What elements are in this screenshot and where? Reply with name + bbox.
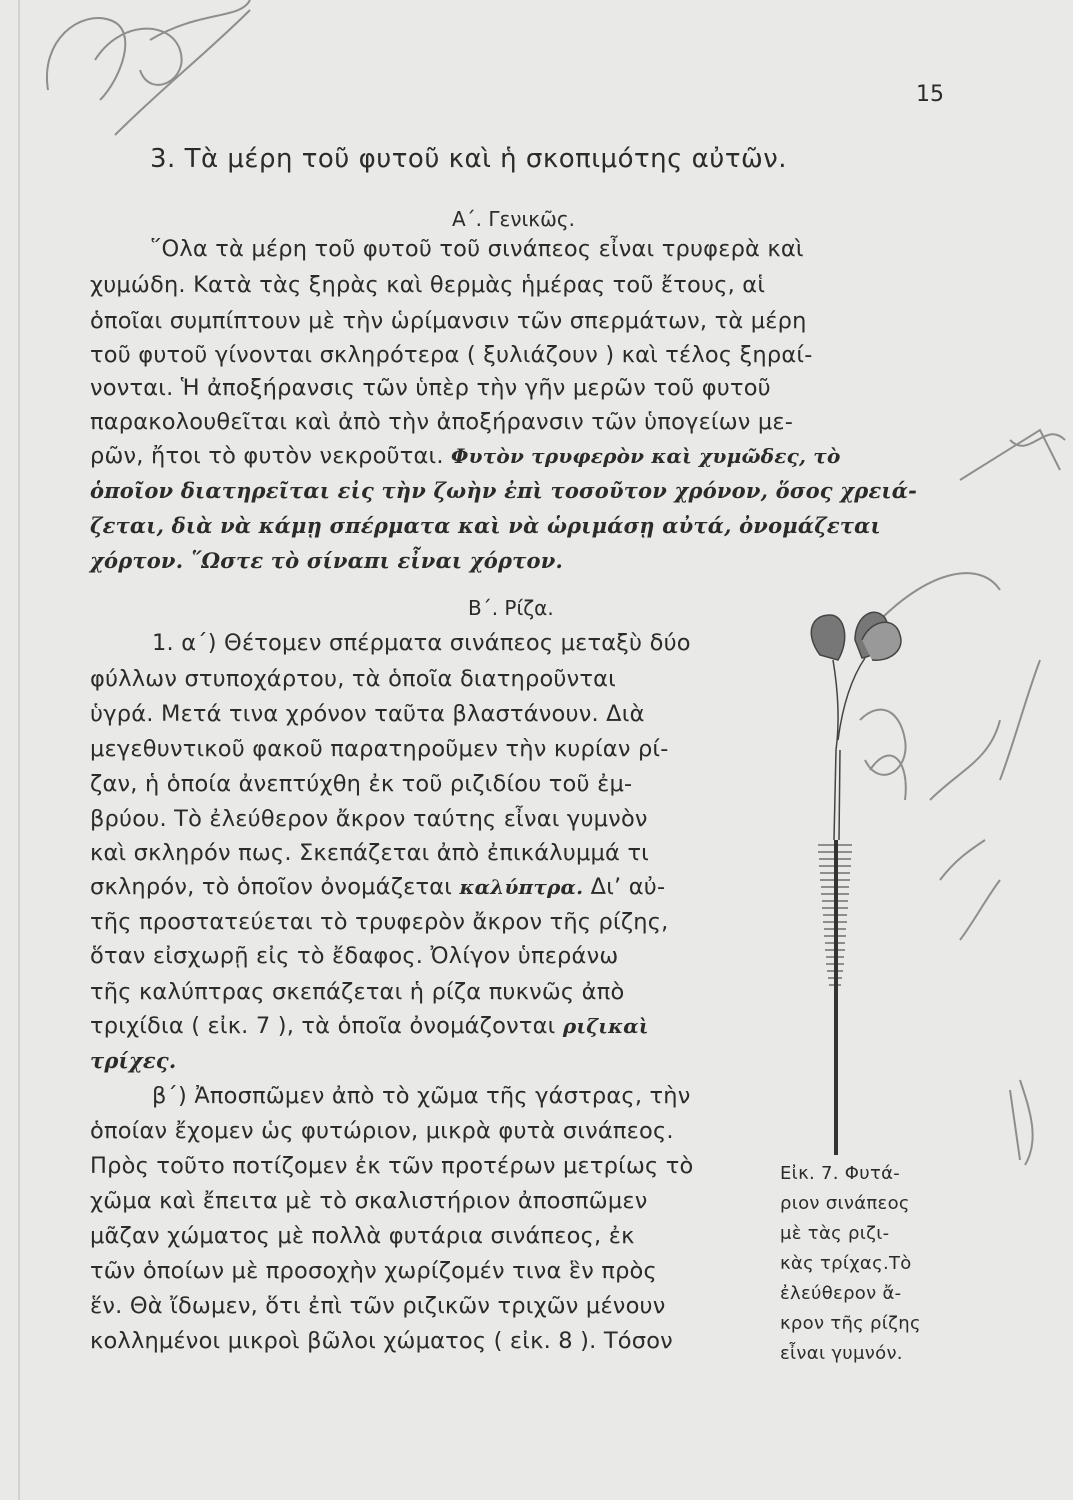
figure-caption-line: ἐλεύθερον ἄ-	[780, 1283, 902, 1304]
figure-caption-line: μὲ τὰς ριζι-	[780, 1223, 890, 1244]
body-line: φύλλων στυποχάρτου, τὰ ὁποῖα διατηροῦνται	[90, 666, 616, 692]
body-line: νονται. Ἡ ἀποξήρανσις τῶν ὑπὲρ τὴν γῆν μερῶν τοῦ φυτοῦ	[90, 375, 771, 401]
figure-caption-line: κὰς τρίχας.Τὸ	[780, 1253, 912, 1274]
body-line: παρακολουθεῖται καὶ ἀπὸ τὴν ἀποξήρανσιν τῶν ὑπογείων με-	[90, 409, 794, 435]
body-text: τριχίδια ( εἰκ. 7 ), τὰ ὁποῖα ὀνομάζονται	[90, 1013, 563, 1039]
body-line: μεγεθυντικοῦ φακοῦ παρατηροῦμεν τὴν κυρίαν ρί-	[90, 736, 669, 762]
figure-caption-line: ριον σινάπεος	[780, 1193, 910, 1214]
body-line: Πρὸς τοῦτο ποτίζομεν ἐκ τῶν προτέρων μετρίως τὸ	[90, 1153, 694, 1179]
definition-line: ὁποῖον διατηρεῖται εἰς τὴν ζωὴν ἐπὶ τοσοῦτον χρόνον, ὅσος χρειά-	[90, 478, 918, 503]
body-line: βρύου. Τὸ ἐλεύθερον ἄκρον ταύτης εἶναι γυμνὸν	[90, 806, 648, 832]
section-a-title: Α΄. Γενικῶς.	[452, 207, 575, 231]
definition-bold-text: Φυτὸν τρυφερὸν καὶ χυμῶδες, τὸ	[451, 444, 841, 468]
root-hairs-term-continued: τρίχες.	[90, 1048, 177, 1073]
body-line: τοῦ φυτοῦ γίνονται σκληρότερα ( ξυλιάζουν ) καὶ τέλος ξηραί-	[90, 342, 813, 368]
body-line: χῶμα καὶ ἔπειτα μὲ τὸ σκαλιστήριον ἀποσπῶμεν	[90, 1188, 648, 1214]
figure-caption-line: κρον τῆς ρίζης	[780, 1313, 921, 1334]
chapter-title: 3. Τὰ μέρη τοῦ φυτοῦ καὶ ἡ σκοπιμότης αὐτῶν.	[150, 144, 788, 174]
body-line: ὁποῖαι συμπίπτουν μὲ τὴν ὡρίμανσιν τῶν σπερμάτων, τὰ μέρη	[90, 308, 807, 334]
body-line: ὅταν εἰσχωρῇ εἰς τὸ ἔδαφος. Ὀλίγον ὑπεράνω	[90, 943, 619, 969]
body-line: τῆς προστατεύεται τὸ τρυφερὸν ἄκρον τῆς ρίζης,	[90, 909, 669, 935]
body-line: χυμώδη. Κατὰ τὰς ξηρὰς καὶ θερμὰς ἡμέρας τοῦ ἔτους, αἱ	[90, 272, 766, 298]
body-line	[90, 443, 840, 469]
section-b-title: Β΄. Ρίζα.	[468, 596, 554, 620]
definition-line: ζεται, διὰ νὰ κάμῃ σπέρματα καὶ νὰ ὡριμάσῃ αὐτά, ὀνομάζεται	[90, 513, 881, 538]
body-line: ἕν. Θὰ ἴδωμεν, ὅτι ἐπὶ τῶν ριζικῶν τριχῶν μένουν	[90, 1293, 666, 1319]
body-line: β΄) Ἀποσπῶμεν ἀπὸ τὸ χῶμα τῆς γάστρας, τὴν	[152, 1083, 691, 1109]
body-line: κολλημένοι μικροὶ βῶλοι χώματος ( εἰκ. 8 ). Τόσον	[90, 1328, 673, 1354]
calyptra-term: καλύπτρα.	[459, 875, 584, 899]
body-line: ῞Ολα τὰ μέρη τοῦ φυτοῦ τοῦ σινάπεος εἶναι τρυφερὰ καὶ	[150, 236, 804, 262]
body-line: 1. α΄) Θέτομεν σπέρματα σινάπεος μεταξὺ δύο	[152, 630, 691, 656]
body-text: ρῶν, ἤτοι τὸ φυτὸν νεκροῦται.	[90, 443, 452, 469]
root-hairs-term: ριζικαὶ	[562, 1014, 649, 1038]
body-line: ὑγρά. Μετά τινα χρόνον ταῦτα βλαστάνουν. Διὰ	[90, 701, 645, 727]
seedling-figure	[800, 600, 910, 1160]
body-text: Δι’ αὐ-	[583, 874, 666, 900]
body-line: μᾶζαν χώματος μὲ πολλὰ φυτάρια σινάπεος, ἐκ	[90, 1223, 635, 1249]
body-line: ζαν, ἡ ὁποία ἀνεπτύχθη ἐκ τοῦ ριζιδίου τοῦ ἐμ-	[90, 771, 633, 797]
figure-caption-line: εἶναι γυμνόν.	[780, 1343, 903, 1364]
page-number: 15	[916, 82, 944, 107]
body-line	[90, 874, 665, 900]
figure-caption-line: Εἰκ. 7. Φυτά-	[780, 1163, 901, 1184]
body-line	[90, 1013, 649, 1039]
body-line: τῶν ὁποίων μὲ προσοχὴν χωρίζομέν τινα ἓν πρὸς	[90, 1258, 657, 1284]
definition-line: χόρτον. ῞Ωστε τὸ σίναπι εἶναι χόρτον.	[90, 548, 563, 573]
body-line: ὁποίαν ἔχομεν ὡς φυτώριον, μικρὰ φυτὰ σινάπεος.	[90, 1118, 674, 1144]
body-text: σκληρόν, τὸ ὁποῖον ὀνομάζεται	[90, 874, 460, 900]
body-line: τῆς καλύπτρας σκεπάζεται ἡ ρίζα πυκνῶς ἀπὸ	[90, 979, 625, 1005]
body-line: καὶ σκληρόν πως. Σκεπάζεται ἀπὸ ἐπικάλυμμά τι	[90, 840, 649, 866]
